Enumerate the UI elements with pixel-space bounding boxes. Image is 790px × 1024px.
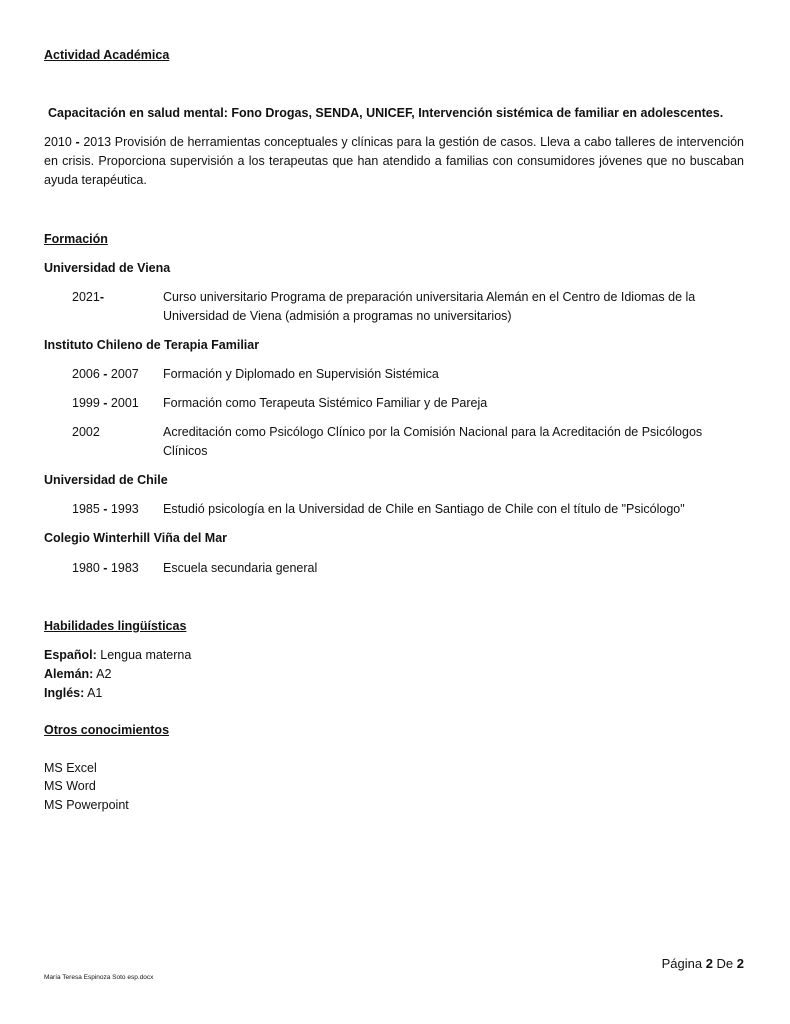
entry-date: 2006 - 2007 — [72, 367, 139, 381]
footer-filename: María Teresa Espinoza Soto esp.docx — [44, 974, 154, 981]
entry-date: 2021- — [72, 290, 104, 304]
entry-text: Formación y Diplomado en Supervisión Sistémica — [163, 367, 439, 381]
entry-text: Escuela secundaria general — [163, 561, 318, 575]
language-level: A2 — [93, 667, 112, 681]
section-heading-academic: Actividad Académica — [44, 48, 170, 62]
language-item — [44, 646, 191, 665]
entry-date: 1999 - 2001 — [72, 396, 139, 410]
language-label: Español: — [44, 648, 97, 662]
language-level: A1 — [84, 686, 103, 700]
academic-description — [44, 133, 744, 190]
entry-text: Curso universitario Programa de preparación universitaria Alemán en el Centro de Idiomas de la Universidad de Viena (admisión a programas no universitarios) — [163, 290, 696, 323]
language-level: Lengua materna — [96, 648, 192, 662]
skill-item: MS Word — [44, 779, 96, 793]
entry-text: Acreditación como Psicólogo Clínico por la Comisión Nacional para la Acreditación de Psicólogos Clínicos — [163, 425, 703, 458]
entry-date: 1980 - 1983 — [72, 561, 139, 575]
language-item — [44, 684, 102, 703]
section-heading-other: Otros conocimientos — [44, 723, 170, 737]
academic-year-start: 2010 — [44, 135, 72, 149]
academic-subtitle: Capacitación en salud mental: Fono Drogas, SENDA, UNICEF, Intervención sistémica de familiar en adolescentes. — [48, 106, 724, 120]
institution-name: Instituto Chileno de Terapia Familiar — [44, 338, 260, 352]
skill-item: MS Excel — [44, 761, 97, 775]
academic-description-text: Provisión de herramientas conceptuales y clínicas para la gestión de casos. Lleva a cabo talleres de intervención en crisis. Proporciona supervisión a los terapeutas que han atendido a familias con consumidores jóvenes que no buscaban ayuda terapéutica. — [44, 135, 745, 187]
entry-text: Formación como Terapeuta Sistémico Familiar y de Pareja — [163, 396, 488, 410]
language-label: Alemán: — [44, 667, 94, 681]
institution-name: Universidad de Viena — [44, 261, 171, 275]
institution-name: Universidad de Chile — [44, 473, 168, 487]
language-item — [44, 665, 111, 684]
entry-date: 2002 — [72, 425, 100, 439]
academic-year-sep: - — [71, 135, 84, 149]
entry-date: 1985 - 1993 — [72, 502, 139, 516]
section-heading-languages: Habilidades lingüísticas — [44, 619, 187, 633]
section-heading-formacion: Formación — [44, 232, 108, 246]
language-label: Inglés: — [44, 686, 85, 700]
academic-year-end: 2013 — [83, 135, 112, 149]
institution-name: Colegio Winterhill Viña del Mar — [44, 531, 228, 545]
entry-text: Estudió psicología en la Universidad de Chile en Santiago de Chile con el título de "Psicólogo" — [163, 502, 685, 516]
page-number: Página 2 De 2 — [661, 956, 744, 971]
skill-item: MS Powerpoint — [44, 798, 129, 812]
